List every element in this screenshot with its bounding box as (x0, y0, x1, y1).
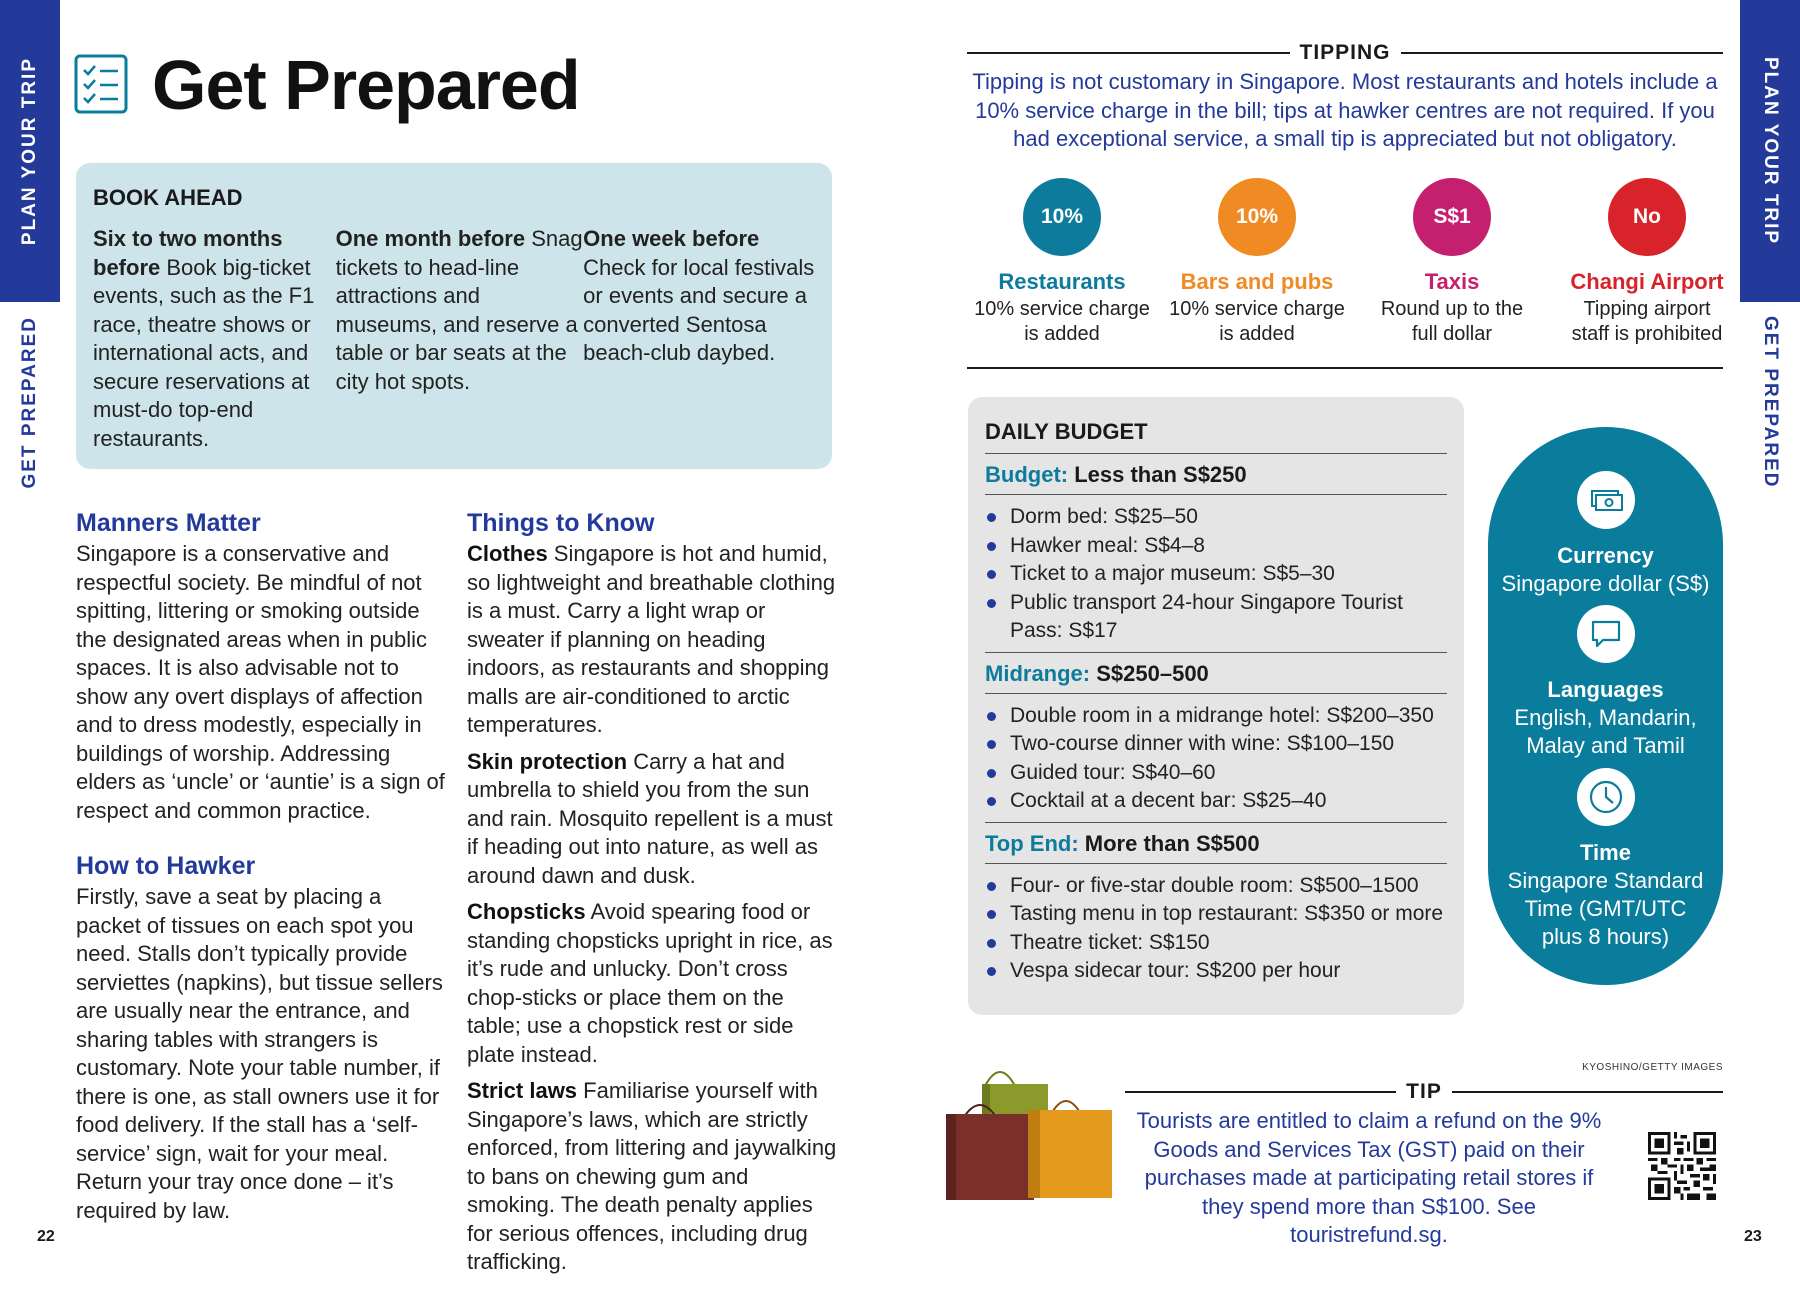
budget-tier-top-end: Top End: More than S$500 (985, 822, 1447, 864)
tip-item-changi-airport (1552, 178, 1742, 347)
budget-list-top-end (985, 864, 1447, 992)
tip-label: Bars and pubs (1180, 269, 1334, 294)
tipping-heading: TIPPING (967, 41, 1723, 65)
list-item: Guided tour: S$40–60 (985, 759, 1447, 788)
qr-code-icon (1648, 1132, 1716, 1200)
tip-desc: full dollar (1411, 323, 1493, 345)
list-item: Vespa sidecar tour: S$200 per hour (985, 957, 1447, 986)
tip-heading: TIP (1125, 1080, 1723, 1104)
budget-list-budget (985, 495, 1447, 652)
list-item: Dorm bed: S$25–50 (985, 503, 1447, 532)
tip-item-restaurants (967, 178, 1157, 347)
list-item: Cocktail at a decent bar: S$25–40 (985, 787, 1447, 816)
things-item-strict-laws: Strict laws Familiarise yourself with Singapore’s laws, which are strictly enforced, from littering and jaywalking to bans on chewing gum and smoking. The death penalty applies for serious offences, including drug trafficking. (467, 1078, 837, 1274)
book-ahead-col-3: One week before Check for local festivals or events and secure a converted Sentosa beach-club daybed. (583, 226, 815, 365)
page-number-left: 22 (37, 1228, 55, 1245)
tip-desc: 10% service charge (1169, 298, 1345, 320)
left-text-column (76, 508, 446, 1225)
side-tab-get-prepared-right: GET PREPARED (1760, 315, 1781, 489)
tip-label: Restaurants (998, 269, 1126, 294)
banknotes-icon (1577, 471, 1635, 529)
tip-item-bars (1162, 178, 1352, 347)
page-number-right: 23 (1744, 1228, 1762, 1245)
manners-text: Singapore is a conservative and respectful society. Be mindful of not spitting, littering or smoking outside the designated areas when in public spaces. It is also advisable not to show any overt displays of affection and to dress modestly, especially in buildings of worship. Addressing elders as ‘uncle’ or ‘auntie’ is a sign of respect and common practice. (76, 541, 445, 823)
book-ahead-box (76, 163, 832, 469)
budget-list-midrange (985, 694, 1447, 822)
book-ahead-col-2: One month before Snag tickets to head-line attractions and museums, and reserve a table or bar seats at the city hot spots. (335, 226, 583, 394)
checklist-icon (74, 54, 128, 114)
list-item: Hawker meal: S$4–8 (985, 532, 1447, 561)
quick-info-panel (1488, 427, 1723, 985)
budget-tier-budget: Budget: Less than S$250 (985, 454, 1447, 495)
list-item: Two-course dinner with wine: S$100–150 (985, 730, 1447, 759)
tip-desc: is added (1024, 323, 1100, 345)
tip-desc: is added (1219, 323, 1295, 345)
shopping-bags-image (944, 1052, 1122, 1202)
tipping-text: Tipping is not customary in Singapore. Most restaurants and hotels include a 10% service charge in the bill; tips at hawker centres are not required. If you had exceptional service, a small tip is appreciated but not obligatory. (972, 69, 1718, 151)
tip-label: Taxis (1424, 269, 1480, 294)
things-item-chopsticks: Chopsticks Avoid spearing food or standing chopsticks upright in rice, as it’s rude and unlucky. Don’t cross chop-sticks or place them on the table; use a chopstick rest or side plate instead. (467, 899, 833, 1067)
photo-credit: KYOSHINO/GETTY IMAGES (1582, 1062, 1723, 1073)
info-currency: Currency Singapore dollar (S$) (1488, 471, 1723, 598)
list-item: Ticket to a major museum: S$5–30 (985, 560, 1447, 589)
hawker-heading: How to Hawker (76, 852, 256, 880)
budget-tier-midrange: Midrange: S$250–500 (985, 652, 1447, 694)
list-item: Four- or five-star double room: S$500–1500 (985, 872, 1447, 901)
tip-badge: S$1 (1413, 178, 1491, 256)
things-heading: Things to Know (467, 509, 655, 537)
tip-label: Changi Airport (1570, 269, 1724, 294)
things-item-clothes: Clothes Singapore is hot and humid, so lightweight and breathable clothing is a must. Carry a light wrap or sweater if planning on heading indoors, as restaurants and shopping malls are air-conditioned to arctic temperatures. (467, 541, 836, 737)
info-time: Time Singapore Standard Time (GMT/UTC plus 8 hours) (1488, 768, 1723, 951)
tip-item-taxis (1357, 178, 1547, 347)
side-tab-plan-your-trip-right: PLAN YOUR TRIP (1740, 0, 1800, 302)
tip-text: Tourists are entitled to claim a refund on the 9% Goods and Services Tax (GST) paid on their purchases made at participating retail stores if they spend more than S$100. See touristrefund.sg. (1136, 1108, 1602, 1247)
tip-desc: Tipping airport (1583, 298, 1711, 320)
tip-badge: 10% (1218, 178, 1296, 256)
tip-desc: staff is prohibited (1571, 323, 1723, 345)
list-item: Double room in a midrange hotel: S$200–350 (985, 702, 1447, 731)
tip-badge: 10% (1023, 178, 1101, 256)
speech-bubble-icon (1577, 605, 1635, 663)
things-item-skin-protection: Skin protection Carry a hat and umbrella to shield you from the sun and rain. Mosquito repellent is a must if heading out into nature, as well as around dawn and dusk. (467, 748, 833, 888)
side-tab-get-prepared-left: GET PREPARED (19, 315, 40, 489)
manners-heading: Manners Matter (76, 509, 261, 537)
list-item: Theatre ticket: S$150 (985, 929, 1447, 958)
side-tab-plan-your-trip-left: PLAN YOUR TRIP (0, 0, 60, 302)
book-ahead-heading: BOOK AHEAD (93, 185, 243, 210)
things-to-know-column (467, 508, 837, 1285)
budget-heading: DAILY BUDGET (985, 419, 1447, 454)
book-ahead-col-1: Six to two months before Book big-ticket events, such as the F1 race, theatre shows or international acts, and secure reservations at must-do top-end restaurants. (93, 226, 315, 451)
daily-budget-box (968, 397, 1464, 1015)
tipping-divider (967, 367, 1723, 369)
tip-badge: No (1608, 178, 1686, 256)
page-title: Get Prepared (152, 46, 580, 124)
hawker-text: Firstly, save a seat by placing a packet of tissues on each spot you need. Stalls don’t typically provide serviettes (napkins), but tissue sellers are usually near the entrance, and sharing tables with strangers is customary. Note your table number, if there is one, as stall owners use it for food delivery. If the stall has a ‘self-service’ sign, wait for your meal. Return your tray once done – it’s required by law. (76, 884, 443, 1223)
list-item: Tasting menu in top restaurant: S$350 or more (985, 900, 1447, 929)
list-item: Public transport 24-hour Singapore Tourist Pass: S$17 (985, 589, 1447, 646)
tip-desc: Round up to the (1380, 298, 1524, 320)
clock-icon (1577, 768, 1635, 826)
info-languages: Languages English, Mandarin, Malay and Tamil (1488, 605, 1723, 760)
tip-desc: 10% service charge (974, 298, 1150, 320)
